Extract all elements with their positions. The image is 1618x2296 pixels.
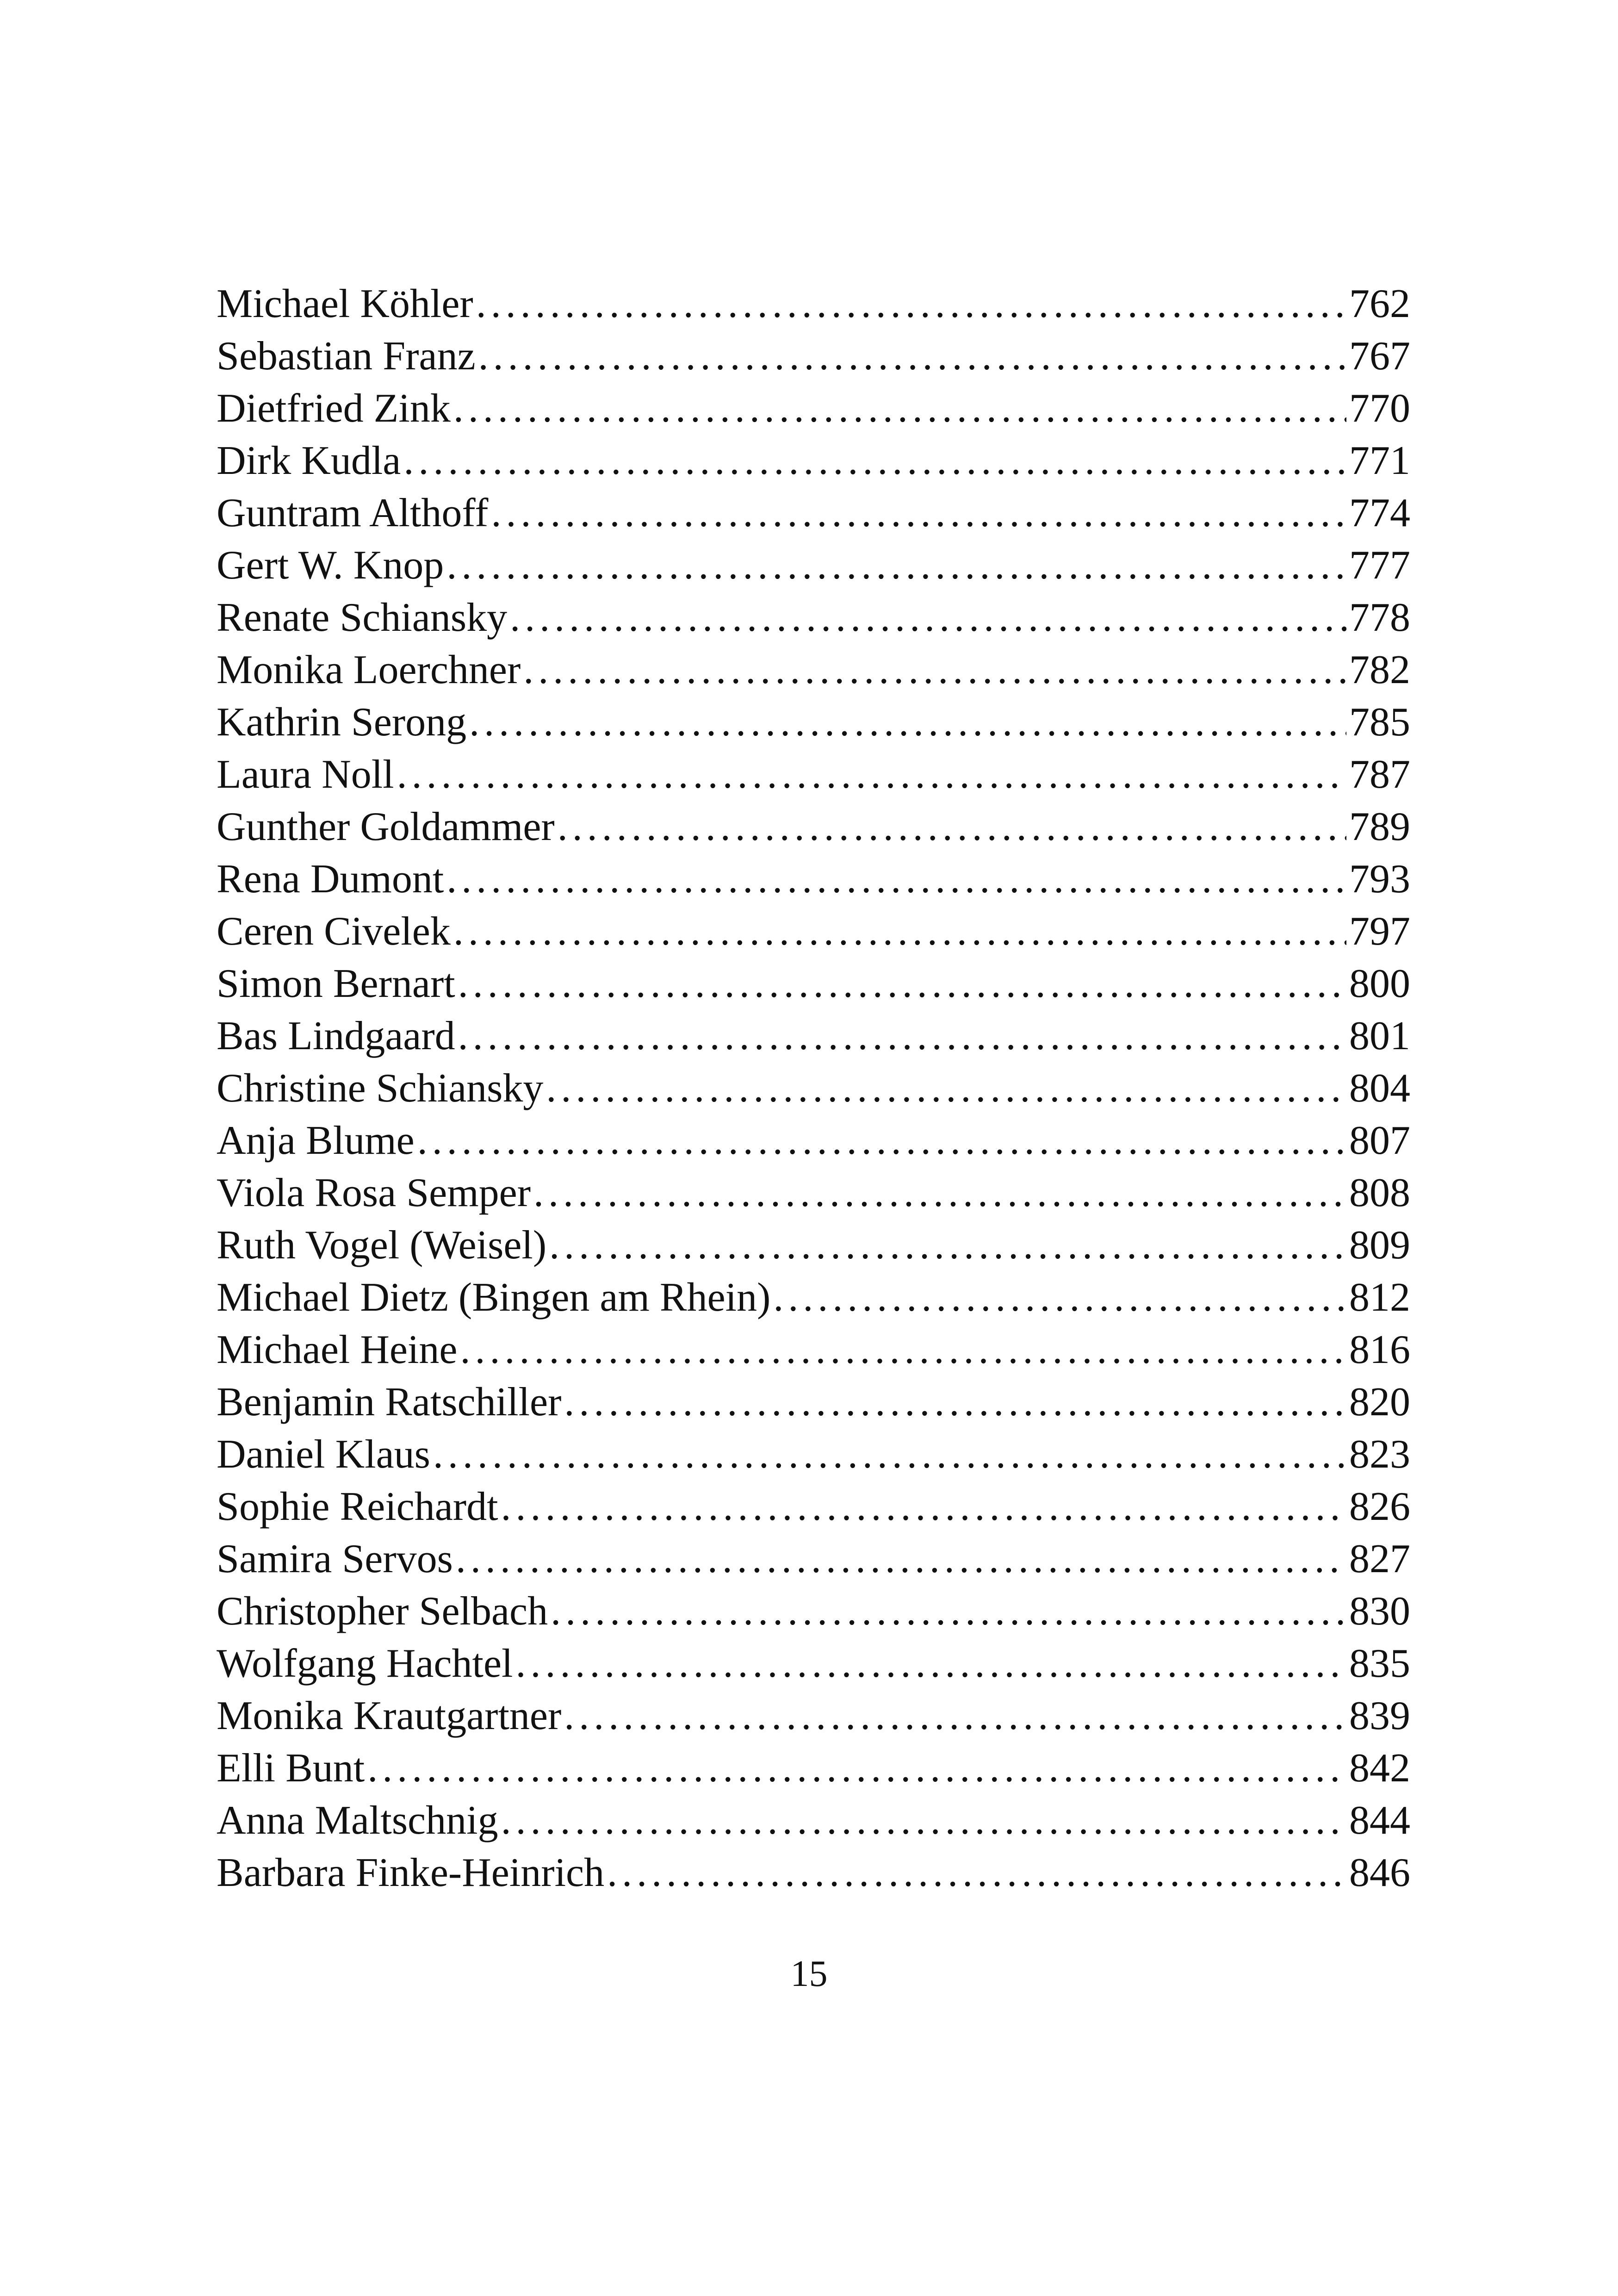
toc-entry bbox=[217, 1637, 1410, 1690]
toc-entry-page: 787 bbox=[1349, 752, 1410, 797]
toc-entry bbox=[217, 1324, 1410, 1376]
toc-dot-leader bbox=[433, 1428, 1346, 1481]
toc-entry bbox=[217, 487, 1410, 539]
toc-entry bbox=[217, 801, 1410, 853]
toc-entry-name: Laura Noll bbox=[217, 752, 394, 797]
toc-entry-page: 816 bbox=[1349, 1327, 1410, 1372]
toc-dot-leader bbox=[403, 435, 1346, 487]
toc-entry bbox=[217, 696, 1410, 748]
toc-entry-page: 835 bbox=[1349, 1641, 1410, 1686]
toc-entry bbox=[217, 1062, 1410, 1114]
toc-entry-page: 808 bbox=[1349, 1170, 1410, 1215]
table-of-contents bbox=[217, 278, 1410, 1899]
toc-entry-name: Elli Bunt bbox=[217, 1746, 365, 1791]
toc-entry-page: 823 bbox=[1349, 1432, 1410, 1477]
toc-dot-leader bbox=[460, 1324, 1346, 1376]
toc-dot-leader bbox=[491, 487, 1346, 539]
toc-entry-name: Michael Dietz (Bingen am Rhein) bbox=[217, 1275, 771, 1320]
toc-entry-name: Monika Krautgartner bbox=[217, 1693, 562, 1738]
toc-entry-name: Sebastian Franz bbox=[217, 334, 476, 379]
toc-entry-name: Anna Maltschnig bbox=[217, 1798, 498, 1843]
toc-entry-page: 807 bbox=[1349, 1118, 1410, 1163]
toc-entry-page: 797 bbox=[1349, 909, 1410, 954]
toc-entry-name: Samira Servos bbox=[217, 1537, 453, 1581]
toc-entry-page: 770 bbox=[1349, 386, 1410, 431]
page-number: 15 bbox=[790, 1954, 828, 1994]
toc-entry-page: 839 bbox=[1349, 1693, 1410, 1738]
toc-entry-name: Barbara Finke-Heinrich bbox=[217, 1850, 605, 1895]
toc-entry bbox=[217, 1010, 1410, 1062]
toc-entry bbox=[217, 1847, 1410, 1899]
toc-entry-page: 782 bbox=[1349, 647, 1410, 692]
toc-entry-name: Dirk Kudla bbox=[217, 438, 401, 483]
toc-dot-leader bbox=[446, 539, 1346, 591]
toc-entry-page: 777 bbox=[1349, 543, 1410, 588]
toc-entry bbox=[217, 539, 1410, 591]
toc-dot-leader bbox=[773, 1271, 1346, 1324]
toc-dot-leader bbox=[551, 1585, 1346, 1637]
toc-entry bbox=[217, 278, 1410, 330]
toc-entry-name: Daniel Klaus bbox=[217, 1432, 430, 1477]
toc-entry bbox=[217, 1585, 1410, 1637]
toc-entry bbox=[217, 1271, 1410, 1324]
toc-entry-page: 842 bbox=[1349, 1746, 1410, 1791]
toc-entry-name: Wolfgang Hachtel bbox=[217, 1641, 513, 1686]
toc-entry-name: Monika Loerchner bbox=[217, 647, 521, 692]
toc-entry bbox=[217, 1428, 1410, 1481]
toc-entry-name: Christopher Selbach bbox=[217, 1589, 548, 1634]
toc-entry bbox=[217, 330, 1410, 382]
toc-dot-leader bbox=[469, 696, 1346, 748]
toc-entry-name: Christine Schiansky bbox=[217, 1066, 544, 1111]
toc-entry-name: Rena Dumont bbox=[217, 857, 444, 902]
toc-dot-leader bbox=[533, 1167, 1346, 1219]
toc-entry-page: 801 bbox=[1349, 1014, 1410, 1058]
toc-entry-name: Ceren Civelek bbox=[217, 909, 451, 954]
toc-entry bbox=[217, 644, 1410, 696]
toc-dot-leader bbox=[453, 382, 1346, 435]
toc-entry-page: 789 bbox=[1349, 804, 1410, 849]
toc-entry bbox=[217, 905, 1410, 958]
toc-entry bbox=[217, 1114, 1410, 1167]
toc-entry bbox=[217, 1219, 1410, 1271]
toc-entry-page: 830 bbox=[1349, 1589, 1410, 1634]
toc-entry bbox=[217, 1794, 1410, 1847]
toc-dot-leader bbox=[456, 1533, 1346, 1585]
toc-dot-leader bbox=[515, 1637, 1346, 1690]
toc-dot-leader bbox=[523, 644, 1346, 696]
toc-dot-leader bbox=[476, 278, 1346, 330]
toc-entry-name: Guntram Althoff bbox=[217, 491, 489, 535]
toc-entry-name: Viola Rosa Semper bbox=[217, 1170, 531, 1215]
toc-entry bbox=[217, 435, 1410, 487]
toc-entry bbox=[217, 1533, 1410, 1585]
toc-entry-name: Ruth Vogel (Weisel) bbox=[217, 1223, 547, 1268]
toc-entry-page: 793 bbox=[1349, 857, 1410, 902]
toc-entry bbox=[217, 1376, 1410, 1428]
toc-entry bbox=[217, 853, 1410, 905]
toc-entry-name: Kathrin Serong bbox=[217, 700, 467, 745]
toc-entry-name: Simon Bernart bbox=[217, 961, 455, 1006]
toc-dot-leader bbox=[564, 1690, 1346, 1742]
toc-dot-leader bbox=[397, 748, 1346, 801]
toc-entry-name: Bas Lindgaard bbox=[217, 1014, 455, 1058]
toc-dot-leader bbox=[446, 853, 1346, 905]
toc-entry bbox=[217, 748, 1410, 801]
toc-entry bbox=[217, 1690, 1410, 1742]
toc-dot-leader bbox=[549, 1219, 1346, 1271]
toc-dot-leader bbox=[458, 958, 1346, 1010]
toc-entry-name: Anja Blume bbox=[217, 1118, 415, 1163]
toc-dot-leader bbox=[501, 1481, 1346, 1533]
toc-entry-page: 785 bbox=[1349, 700, 1410, 745]
toc-entry-name: Dietfried Zink bbox=[217, 386, 451, 431]
toc-dot-leader bbox=[501, 1794, 1346, 1847]
toc-entry bbox=[217, 382, 1410, 435]
toc-entry bbox=[217, 1742, 1410, 1794]
toc-entry-page: 820 bbox=[1349, 1380, 1410, 1425]
toc-dot-leader bbox=[458, 1010, 1346, 1062]
toc-entry-page: 844 bbox=[1349, 1798, 1410, 1843]
toc-entry-name: Gunther Goldammer bbox=[217, 804, 555, 849]
toc-dot-leader bbox=[417, 1114, 1346, 1167]
toc-entry bbox=[217, 958, 1410, 1010]
toc-entry bbox=[217, 1481, 1410, 1533]
toc-entry-page: 827 bbox=[1349, 1537, 1410, 1581]
toc-dot-leader bbox=[607, 1847, 1346, 1899]
toc-entry-name: Sophie Reichardt bbox=[217, 1484, 498, 1529]
toc-dot-leader bbox=[510, 591, 1346, 644]
toc-dot-leader bbox=[546, 1062, 1346, 1114]
toc-entry-page: 767 bbox=[1349, 334, 1410, 379]
toc-entry-page: 778 bbox=[1349, 595, 1410, 640]
toc-entry-page: 800 bbox=[1349, 961, 1410, 1006]
toc-entry-name: Gert W. Knop bbox=[217, 543, 444, 588]
toc-dot-leader bbox=[453, 905, 1346, 958]
toc-entry-page: 774 bbox=[1349, 491, 1410, 535]
toc-entry-name: Benjamin Ratschiller bbox=[217, 1380, 562, 1425]
toc-entry-page: 846 bbox=[1349, 1850, 1410, 1895]
toc-entry-name: Michael Heine bbox=[217, 1327, 458, 1372]
toc-entry bbox=[217, 591, 1410, 644]
toc-entry-page: 762 bbox=[1349, 281, 1410, 326]
toc-dot-leader bbox=[478, 330, 1346, 382]
toc-entry-name: Renate Schiansky bbox=[217, 595, 508, 640]
toc-entry-page: 809 bbox=[1349, 1223, 1410, 1268]
toc-dot-leader bbox=[564, 1376, 1346, 1428]
toc-entry-page: 812 bbox=[1349, 1275, 1410, 1320]
toc-entry-name: Michael Köhler bbox=[217, 281, 473, 326]
toc-entry-page: 771 bbox=[1349, 438, 1410, 483]
toc-dot-leader bbox=[367, 1742, 1346, 1794]
toc-entry bbox=[217, 1167, 1410, 1219]
toc-entry-page: 826 bbox=[1349, 1484, 1410, 1529]
toc-entry-page: 804 bbox=[1349, 1066, 1410, 1111]
toc-dot-leader bbox=[558, 801, 1346, 853]
